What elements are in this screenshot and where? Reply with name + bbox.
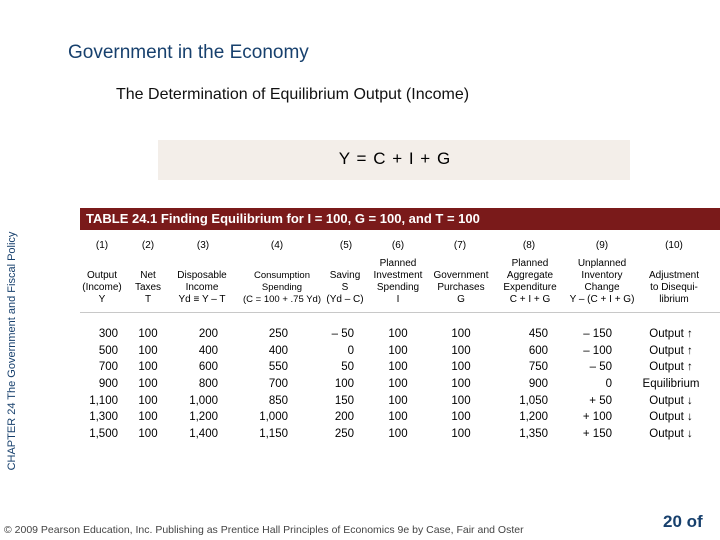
col-9-number: (9) [595,240,609,251]
col-10-number: (10) [665,240,683,251]
table-title: TABLE 24.1 Finding Equilibrium for I = 100, G = 100, and T = 100 [86,211,480,226]
table-cell: 100 [451,411,471,424]
table-cell: 100 [138,344,158,357]
table-cell: 100 [388,428,408,441]
col-4-values [250,326,288,443]
equilibrium-equation: Y = C + I + G [338,149,452,168]
table-cell: 450 [528,328,548,340]
table-cell: – 50 [589,361,612,374]
col-7-values [441,326,481,443]
table-cell: + 150 [582,428,612,441]
table-cell: 150 [334,394,354,407]
table-cell: 100 [138,394,158,407]
col-1-number: (1) [95,240,109,251]
table-cell: 100 [388,361,408,374]
table-cell: 100 [451,344,471,357]
table-cell: 100 [138,361,158,374]
table-cell: 100 [388,394,408,407]
table-cell: Output ↓ [649,394,693,407]
table-cell: 700 [98,361,118,374]
table-cell: 100 [388,411,408,424]
table-cell: 1,300 [89,411,118,424]
table-cell: 100 [388,378,408,391]
table-cell: Equilibrium [642,378,700,391]
table-cell: Output ↓ [649,428,693,441]
col-6-values [378,326,418,443]
table-cell: 1,150 [259,428,288,441]
col-8-values [510,326,548,443]
table-cell: 1,350 [519,428,548,441]
table-cell: + 100 [582,411,612,424]
table-cell: 1,050 [519,394,548,407]
col-5-number: (5) [339,240,353,251]
table-cell: 250 [268,328,288,340]
table-cell: 400 [268,344,288,357]
table-cell: 100 [138,411,158,424]
table-cell: 600 [198,361,218,374]
col-3-header: Disposable Income Yd ≡ Y – T [177,270,227,305]
col-1-header: Output (Income) Y [82,270,122,305]
table-cell: 100 [388,328,408,340]
table-cell: 550 [268,361,288,374]
table-cell: 100 [451,428,471,441]
table-cell: 100 [138,428,158,441]
table-cell: 100 [451,378,471,391]
table-cell: 0 [605,378,612,391]
table-cell: 800 [198,378,218,391]
slide-subtitle: The Determination of Equilibrium Output (Income) [116,86,470,103]
table-cell: – 50 [331,328,354,340]
col-3-number: (3) [196,240,210,251]
header-divider [80,312,720,313]
table-cell: 0 [347,344,354,357]
table-cell: 900 [528,378,548,391]
col-2-number: (2) [141,240,155,251]
table-cell: 100 [138,378,158,391]
table-cell: 100 [138,328,158,340]
table-cell: 100 [388,344,408,357]
col-6-header: Planned Investment Spending I [373,258,423,305]
table-cell: 1,100 [89,394,118,407]
table-cell: 600 [528,344,548,357]
table-cell: 400 [198,344,218,357]
slide-title: Government in the Economy [68,42,309,63]
table-cell: 300 [98,328,118,340]
table-cell: 500 [98,344,118,357]
table-cell: 100 [451,394,471,407]
col-5-header: Saving S (Yd – C) [326,270,364,305]
copyright-footer: © 2009 Pearson Education, Inc. Publishing as Prentice Hall Principles of Economics 9e by Case, Fair and Oster [4,524,524,536]
col-6-number: (6) [391,240,405,251]
table-cell: 1,200 [189,411,218,424]
table-cell: 50 [341,361,354,374]
table-cell: 700 [268,378,288,391]
col-10-header: Adjustment to Disequi- librium [648,270,700,305]
col-7-number: (7) [453,240,467,251]
table-cell: + 50 [589,394,612,407]
col-9-values [568,326,612,443]
table-cell: 200 [198,328,218,340]
table-cell: 100 [451,328,471,340]
col-1-values [82,326,118,443]
table-cell: 850 [268,394,288,407]
col-4-number: (4) [270,240,284,251]
table-cell: 750 [528,361,548,374]
col-2-values [128,326,168,443]
table-cell: 1,000 [259,411,288,424]
col-5-values [316,326,354,443]
table-cell: 1,000 [189,394,218,407]
table-cell: Output ↑ [649,328,693,340]
col-10-values [634,326,708,443]
table-cell: 250 [334,428,354,441]
table-cell: Output ↑ [649,361,693,374]
col-8-header: Planned Aggregate Expenditure C + I + G [503,258,557,305]
table-cell: – 150 [583,328,612,340]
table-cell: 200 [334,411,354,424]
col-9-header: Unplanned Inventory Change Y – (C + I + G) [569,258,635,305]
page-number: 20 of [663,512,703,531]
table-cell: Output ↓ [649,411,693,424]
chapter-side-label: CHAPTER 24 The Government and Fiscal Policy [6,231,18,471]
table-cell: 1,500 [89,428,118,441]
table-cell: 1,200 [519,411,548,424]
table-cell: 1,400 [189,428,218,441]
col-2-header: Net Taxes T [134,270,162,305]
table-cell: Output ↑ [649,344,693,357]
col-3-values [180,326,218,443]
col-7-header: Government Purchases G [433,270,489,305]
table-cell: 100 [451,361,471,374]
col-4-header: Consumption Spending (C = 100 + .75 Yd) [243,270,321,305]
table-cell: – 100 [583,344,612,357]
table-cell: 900 [98,378,118,391]
col-8-number: (8) [522,240,536,251]
table-cell: 100 [334,378,354,391]
